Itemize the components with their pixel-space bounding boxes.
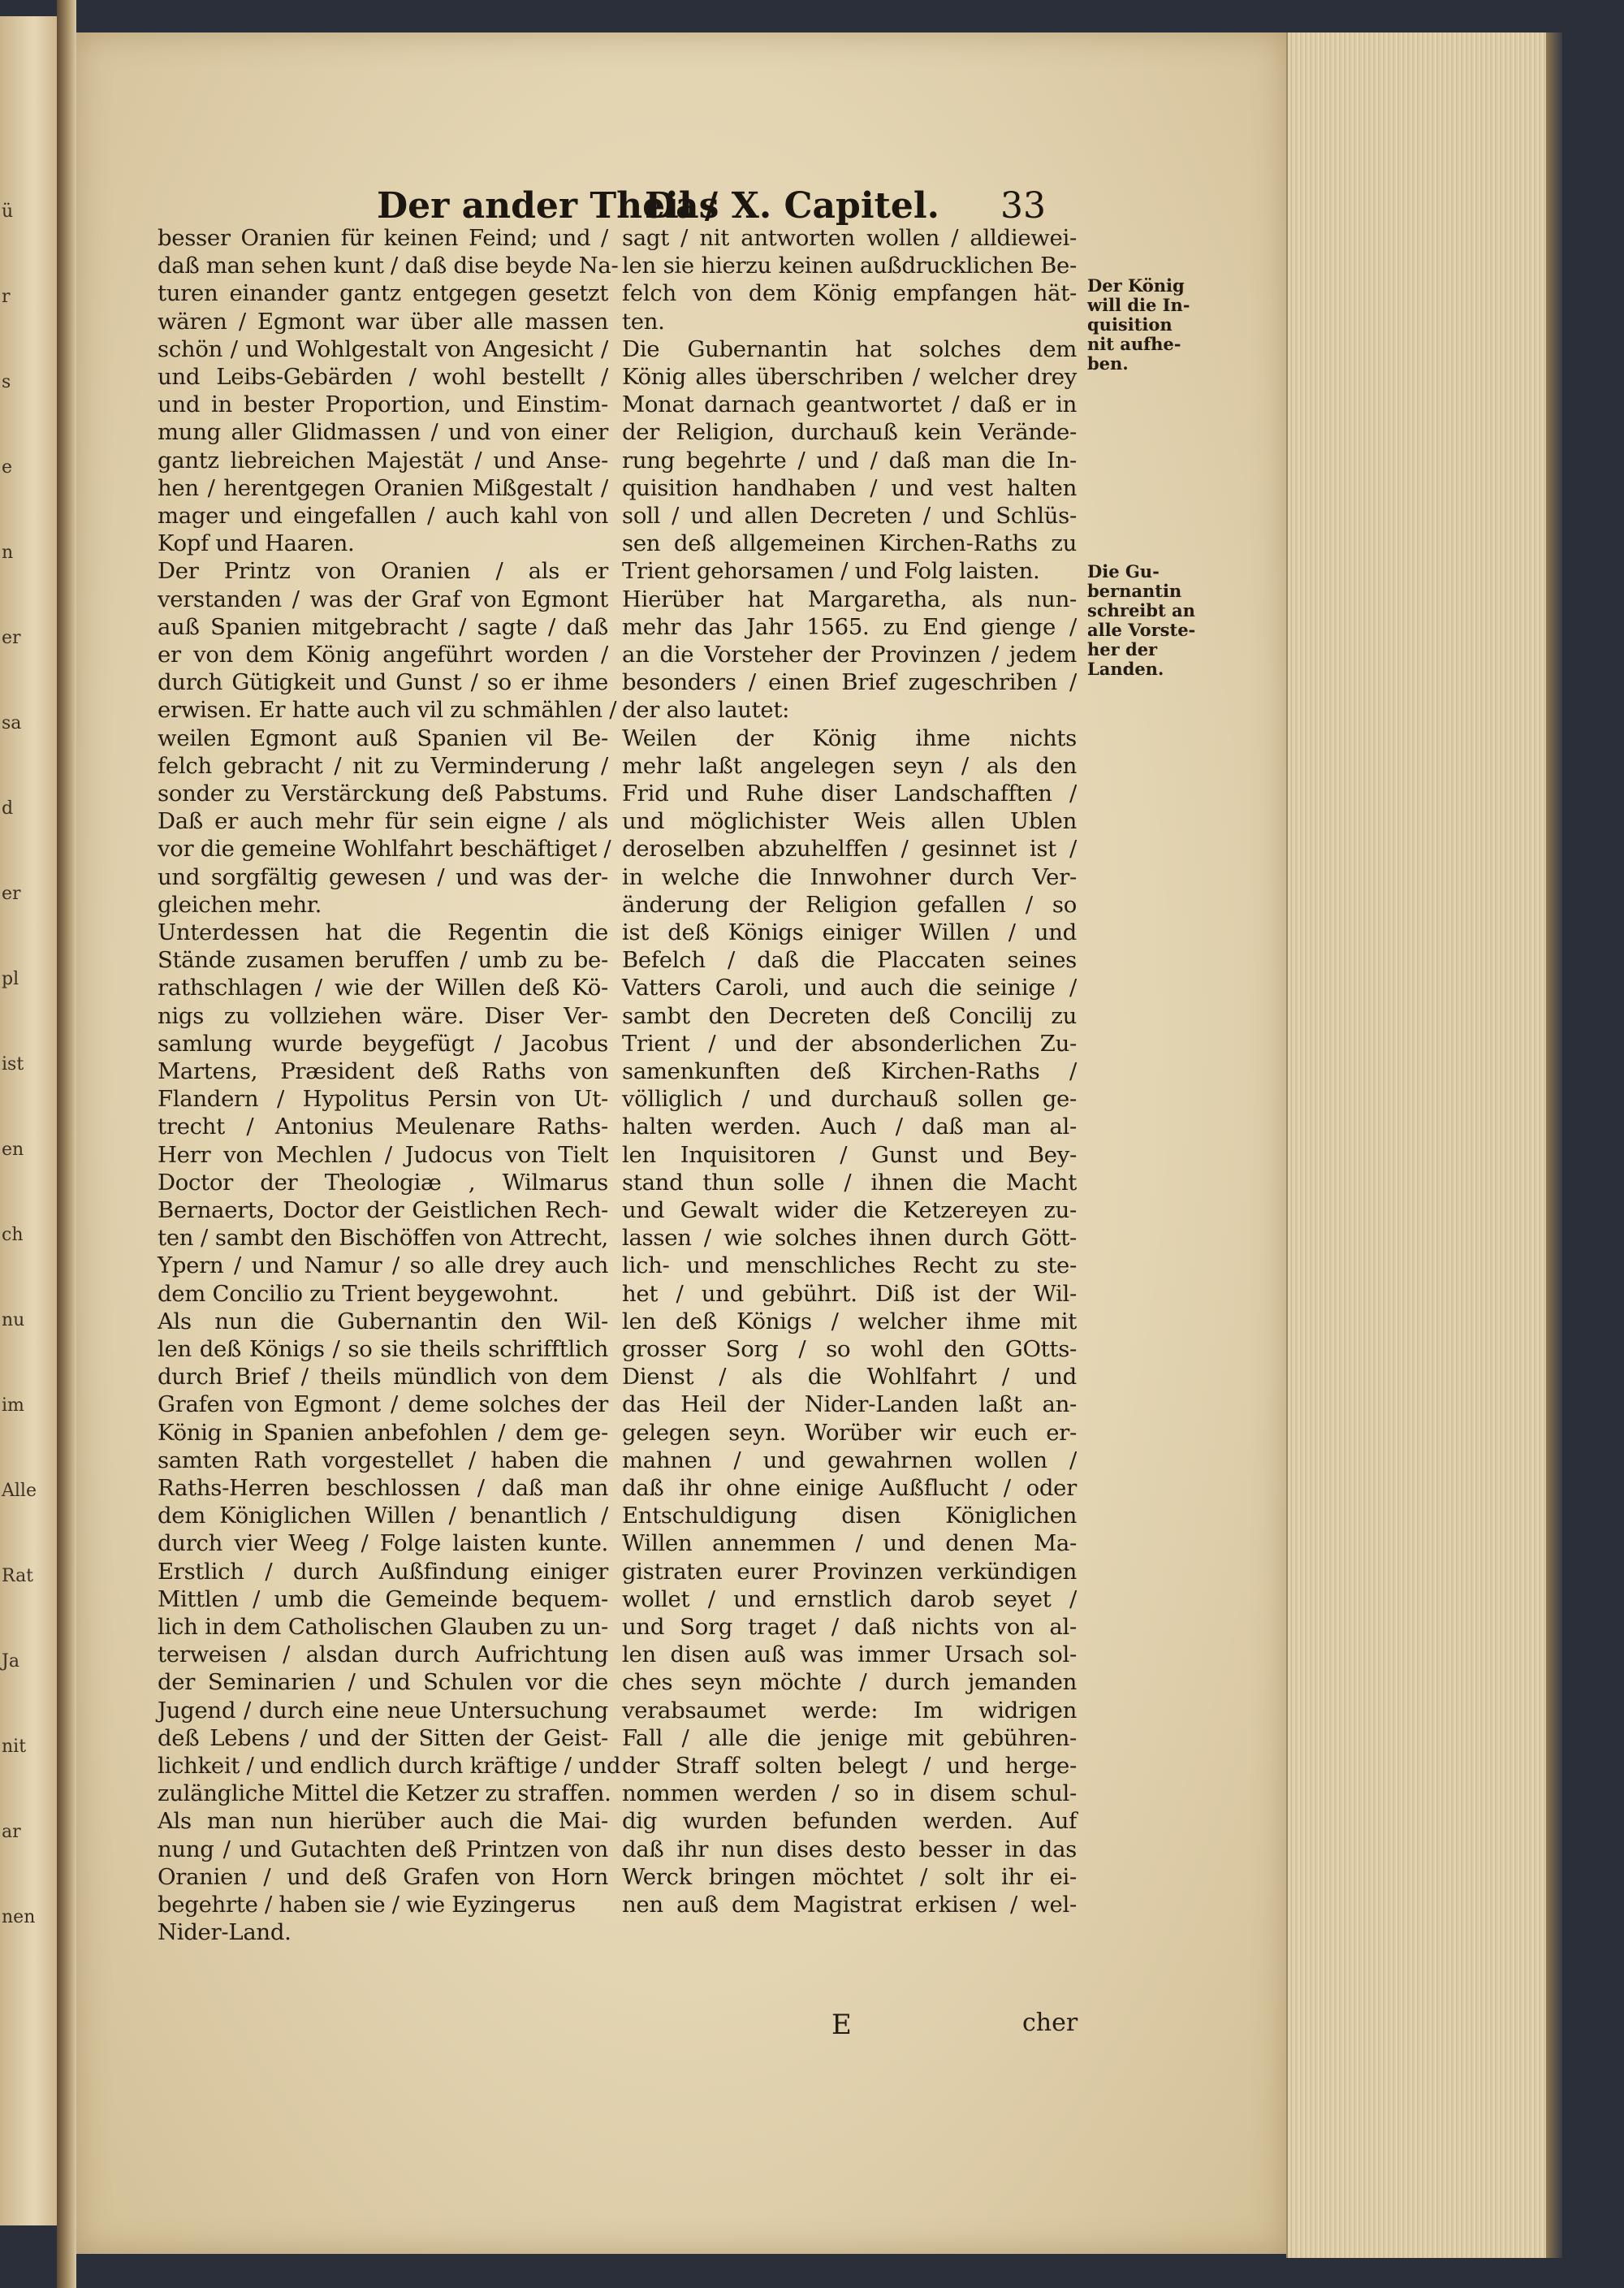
text-line: mehr laßt angelegen seyn / als den <box>622 752 1077 779</box>
text-line: turen einander gantz entgegen gesetzt <box>158 280 608 307</box>
text-line: und sorgfältig gewesen / und was der- <box>158 863 608 890</box>
opposite-page-fragment: r <box>2 287 11 307</box>
text-line: Dienst / als die Wohlfahrt / und <box>622 1364 1077 1391</box>
marginal-note-line: Landen. <box>1087 659 1164 679</box>
running-head-left: Der ander Theil / <box>377 185 718 227</box>
text-line: der Seminarien / und Schulen vor die <box>158 1669 608 1696</box>
text-line: Nider-Land. <box>158 1919 292 1946</box>
page <box>76 32 1286 2254</box>
opposite-page-fragment: er <box>2 628 21 648</box>
opposite-page-fragment: s <box>2 372 11 392</box>
text-line: verstanden / was der Graf von Egmont <box>158 586 608 612</box>
text-line: wollet / und ernstlich darob seyet / <box>622 1585 1077 1612</box>
text-line: Unterdessen hat die Regentin die <box>158 919 608 945</box>
marginal-note-line: ben. <box>1087 353 1129 374</box>
page-number: 33 <box>1000 185 1046 227</box>
opposite-page-fragment: pl <box>2 969 19 989</box>
text-line: len sie hierzu keinen außdrucklichen Be- <box>622 253 1077 279</box>
text-line: an die Vorsteher der Provinzen / jedem <box>622 642 1077 668</box>
text-line: rathschlagen / wie der Willen deß Kö- <box>158 975 608 1001</box>
text-line: er von dem König angeführt worden / <box>158 642 608 668</box>
marginal-note-line: Der König <box>1087 275 1185 296</box>
marginal-note-line: schreibt an <box>1087 600 1195 621</box>
text-line: len deß Königs / so sie theils schrifftlich <box>158 1336 608 1362</box>
text-line: König alles überschriben / welcher drey <box>622 364 1077 390</box>
text-line: schön / und Wohlgestalt von Angesicht / <box>158 335 608 362</box>
text-line: durch Gütigkeit und Gunst / so er ihme <box>158 669 608 696</box>
text-line: felch gebracht / nit zu Verminderung / <box>158 752 608 779</box>
text-line: samlung wurde beygefügt / Jacobus <box>158 1030 608 1057</box>
text-line: besonders / einen Brief zugeschriben / <box>622 669 1077 696</box>
marginal-note-line: Die Gu- <box>1087 561 1160 582</box>
catchword: cher <box>1022 2009 1078 2037</box>
text-line: durch Brief / theils mündlich von dem <box>158 1364 608 1391</box>
text-line: Hierüber hat Margaretha, als nun- <box>622 586 1077 612</box>
page-block-edge <box>1286 32 1548 2258</box>
text-line: das Heil der Nider-Landen laßt an- <box>622 1391 1077 1418</box>
text-line: samenkunften deß Kirchen-Raths / <box>622 1058 1077 1084</box>
text-line: Trient gehorsamen / und Folg laisten. <box>622 558 1040 585</box>
opposite-page-fragment: n <box>2 543 14 563</box>
text-line: len deß Königs / welcher ihme mit <box>622 1308 1077 1334</box>
text-line: lichkeit / und endlich durch kräftige / und <box>158 1753 621 1779</box>
text-line: daß ihr ohne einige Außflucht / oder <box>622 1475 1077 1501</box>
text-line: Jugend / durch eine neue Untersuchung <box>158 1697 608 1724</box>
text-line: gistraten eurer Provinzen verkündigen <box>622 1558 1077 1585</box>
text-line: mung aller Glidmassen / und von einer <box>158 419 608 446</box>
text-line: sonder zu Verstärckung deß Pabstums. <box>158 781 608 807</box>
text-line: Befelch / daß die Placcaten seines <box>622 947 1077 974</box>
text-line: nung / und Gutachten deß Printzen von <box>158 1836 608 1862</box>
opposite-page-edge <box>0 16 59 2225</box>
text-line: völliglich / und durchauß sollen ge- <box>622 1086 1077 1113</box>
text-line: Die Gubernantin hat solches dem <box>622 335 1077 362</box>
signature-mark: E <box>831 2009 852 2041</box>
text-line: lich in dem Catholischen Glauben zu un- <box>158 1614 608 1640</box>
opposite-page-fragment: im <box>2 1395 24 1416</box>
text-line: felch von dem König empfangen hät- <box>622 280 1077 307</box>
marginal-note-line: her der <box>1087 639 1158 660</box>
text-line: der Straff solten belegt / und herge- <box>622 1753 1077 1779</box>
text-line: weilen Egmont auß Spanien vil Be- <box>158 724 608 751</box>
text-line: sen deß allgemeinen Kirchen-Raths zu <box>622 530 1077 557</box>
text-line: halten werden. Auch / daß man al- <box>622 1114 1077 1140</box>
text-line: Raths-Herren beschlossen / daß man <box>158 1475 608 1501</box>
text-line: besser Oranien für keinen Feind; und / <box>158 225 608 251</box>
opposite-page-fragment: e <box>2 457 13 478</box>
text-line: mehr das Jahr 1565. zu End gienge / <box>622 613 1077 640</box>
text-line: Bernaerts, Doctor der Geistlichen Rech- <box>158 1197 608 1223</box>
text-line: sambt den Decreten deß Concilij zu <box>622 1002 1077 1029</box>
text-line: quisition handhaben / und vest halten <box>622 474 1077 501</box>
text-line: Werck bringen möchtet / solt ihr ei- <box>622 1863 1077 1890</box>
text-line: Als nun die Gubernantin den Wil- <box>158 1308 608 1334</box>
opposite-page-fragment: ar <box>2 1822 21 1842</box>
text-line: Ypern / und Namur / so alle drey auch <box>158 1252 608 1279</box>
marginal-note-line: will die In- <box>1087 295 1190 315</box>
opposite-page-fragment: Ja <box>2 1651 19 1672</box>
opposite-page-fragment: en <box>2 1140 24 1160</box>
text-line: Als man nun hierüber auch die Mai- <box>158 1808 608 1835</box>
opposite-page-fragment: er <box>2 884 21 904</box>
marginal-note-line: nit aufhe- <box>1087 334 1181 354</box>
marginal-note-line: quisition <box>1087 314 1173 335</box>
text-line: ches seyn möchte / durch jemanden <box>622 1669 1077 1696</box>
text-line: daß man sehen kunt / daß dise beyde Na- <box>158 253 619 279</box>
text-line: Entschuldigung disen Königlichen <box>622 1503 1077 1529</box>
text-line: nen auß dem Magistrat erkisen / wel- <box>622 1892 1077 1918</box>
text-line: verabsaumet werde: Im widrigen <box>622 1697 1077 1724</box>
text-line: und in bester Proportion, und Einstim- <box>158 391 608 418</box>
text-line: trecht / Antonius Meulenare Raths- <box>158 1114 608 1140</box>
text-line: Herr von Mechlen / Judocus von Tielt <box>158 1141 608 1168</box>
text-line: dig wurden befunden werden. Auf <box>622 1808 1077 1835</box>
text-line: und Gewalt wider die Ketzereyen zu- <box>622 1197 1077 1223</box>
text-line: König in Spanien anbefohlen / dem ge- <box>158 1419 608 1446</box>
gutter-shadow <box>57 0 76 2288</box>
text-line: erwisen. Er hatte auch vil zu schmählen / <box>158 697 617 724</box>
text-line: Fall / alle die jenige mit gebühren- <box>622 1724 1077 1751</box>
cover-shadow <box>1546 32 1562 2258</box>
text-line: hen / herentgegen Oranien Mißgestalt / <box>158 474 608 501</box>
text-line: stand thun solle / ihnen die Macht <box>622 1169 1077 1196</box>
opposite-page-fragment: sa <box>2 713 22 733</box>
text-line: Stände zusamen beruffen / umb zu be- <box>158 947 608 974</box>
text-line: grosser Sorg / so wohl den GOtts- <box>622 1336 1077 1362</box>
text-line: und Sorg traget / daß nichts von al- <box>622 1614 1077 1640</box>
text-line: mahnen / und gewahrnen wollen / <box>622 1447 1077 1473</box>
opposite-page-fragment: nu <box>2 1310 25 1330</box>
text-line: durch vier Weeg / Folge laisten kunte. <box>158 1530 608 1557</box>
text-line: rung begehrte / und / daß man die In- <box>622 447 1077 474</box>
text-line: der Religion, durchauß kein Verände- <box>622 419 1077 446</box>
opposite-page-fragment: ch <box>2 1225 24 1245</box>
text-line: lassen / wie solches ihnen durch Gött- <box>622 1225 1077 1252</box>
text-line: mager und eingefallen / auch kahl von <box>158 503 608 529</box>
text-line: ist deß Königs einiger Willen / und <box>622 919 1077 945</box>
text-line: ten. <box>622 308 665 335</box>
text-line: gantz liebreichen Majestät / und Anse- <box>158 447 608 474</box>
marginal-note-line: alle Vorste- <box>1087 620 1196 640</box>
text-line: sagt / nit antworten wollen / alldiewei- <box>622 225 1077 251</box>
text-line: deß Lebens / und der Sitten der Geist- <box>158 1724 608 1751</box>
text-line: Daß er auch mehr für sein eigne / als <box>158 808 608 835</box>
text-line: Martens, Præsident deß Raths von <box>158 1058 608 1084</box>
text-line: nigs zu vollziehen wäre. Diser Ver- <box>158 1002 608 1029</box>
text-line: der also lautet: <box>622 697 790 724</box>
text-line: Vatters Caroli, und auch die seinige / <box>622 975 1077 1001</box>
text-line: len Inquisitoren / Gunst und Bey- <box>622 1141 1077 1168</box>
text-line: und möglichister Weis allen Ublen <box>622 808 1077 835</box>
text-line: Erstlich / durch Außfindung einiger <box>158 1558 608 1585</box>
text-line: soll / und allen Decreten / und Schlüs- <box>622 503 1077 529</box>
text-line: Flandern / Hypolitus Persin von Ut- <box>158 1086 608 1113</box>
text-line: ten / sambt den Bischöffen von Attrecht, <box>158 1225 608 1252</box>
text-line: Monat darnach geantwortet / daß er in <box>622 391 1077 418</box>
opposite-page-fragment: ü <box>2 201 14 222</box>
text-line: dem Königlichen Willen / benantlich / <box>158 1503 608 1529</box>
text-line: Der Printz von Oranien / als er <box>158 558 608 585</box>
text-line: Oranien / und deß Grafen von Horn <box>158 1863 608 1890</box>
opposite-page-fragment: Rat <box>2 1566 34 1586</box>
opposite-page-fragment: nit <box>2 1737 27 1757</box>
text-line: deroselben abzuhelffen / gesinnet ist / <box>622 836 1077 863</box>
text-line: daß ihr nun dises desto besser in das <box>622 1836 1077 1862</box>
text-line: Weilen der König ihme nichts <box>622 724 1077 751</box>
text-line: in welche die Innwohner durch Ver- <box>622 863 1077 890</box>
marginal-note-line: bernantin <box>1087 581 1182 601</box>
opposite-page-fragment: nen <box>2 1907 36 1927</box>
text-line: Frid und Ruhe diser Landschafften / <box>622 781 1077 807</box>
opposite-page-fragment: Alle <box>2 1481 37 1501</box>
text-line: vor die gemeine Wohlfahrt beschäftiget / <box>158 836 611 863</box>
text-line: Doctor der Theologiæ , Wilmarus <box>158 1169 608 1196</box>
text-line: nommen werden / so in disem schul- <box>622 1780 1077 1807</box>
text-line: und Leibs-Gebärden / wohl bestellt / <box>158 364 608 390</box>
text-line: len disen auß was immer Ursach sol- <box>622 1641 1077 1668</box>
text-line: het / und gebührt. Diß ist der Wil- <box>622 1280 1077 1307</box>
text-line: auß Spanien mitgebracht / sagte / daß <box>158 613 608 640</box>
text-line: Kopf und Haaren. <box>158 530 355 557</box>
text-line: dem Concilio zu Trient beygewohnt. <box>158 1280 559 1307</box>
text-line: wären / Egmont war über alle massen <box>158 308 608 335</box>
text-line: gleichen mehr. <box>158 891 322 918</box>
opposite-page-fragment: ist <box>2 1054 24 1075</box>
text-line: Mittlen / umb die Gemeinde bequem- <box>158 1585 608 1612</box>
text-line: samten Rath vorgestellet / haben die <box>158 1447 608 1473</box>
text-line: Grafen von Egmont / deme solches der <box>158 1391 608 1418</box>
text-line: zulängliche Mittel die Ketzer zu straffen. <box>158 1780 611 1807</box>
text-line: terweisen / alsdan durch Aufrichtung <box>158 1641 608 1668</box>
opposite-page-fragment: d <box>2 798 14 819</box>
text-line: Trient / und der absonderlichen Zu- <box>622 1030 1077 1057</box>
text-line: gelegen seyn. Worüber wir euch er- <box>622 1419 1077 1446</box>
text-line: begehrte / haben sie / wie Eyzingerus <box>158 1892 576 1918</box>
text-line: lich- und menschliches Recht zu ste- <box>622 1252 1077 1279</box>
running-head-right: Das X. Capitel. <box>645 185 939 227</box>
text-line: Willen annemmen / und denen Ma- <box>622 1530 1077 1557</box>
text-line: änderung der Religion gefallen / so <box>622 891 1077 918</box>
